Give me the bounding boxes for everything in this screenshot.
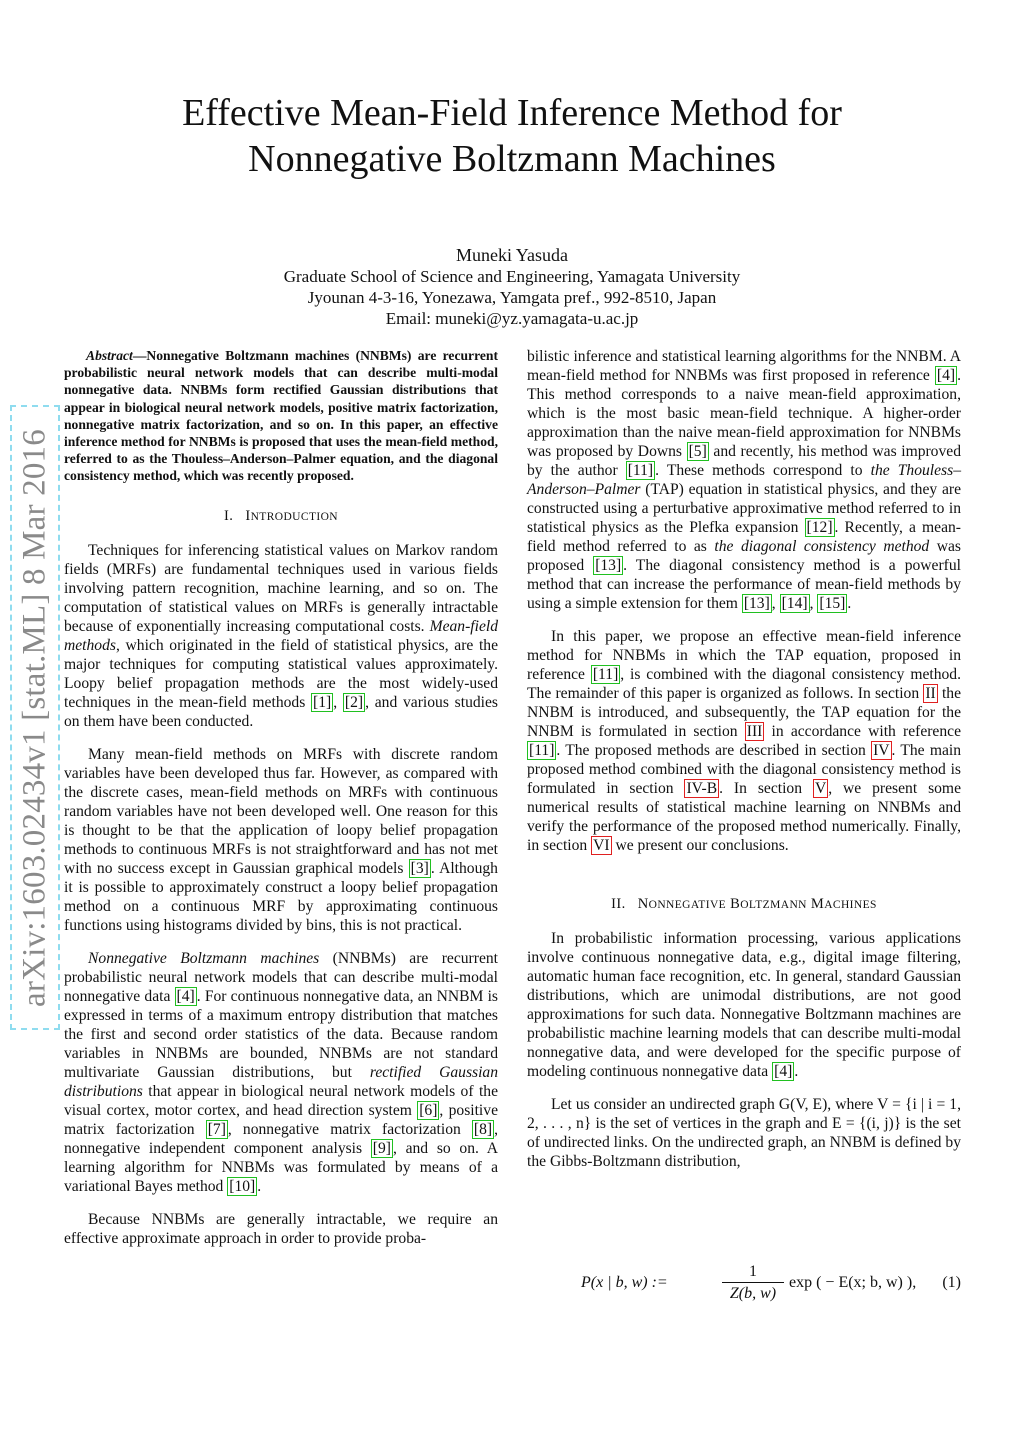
paper-title <box>0 90 1024 182</box>
citation-link[interactable]: [1] <box>313 693 332 711</box>
arxiv-side-label <box>10 405 60 1030</box>
citation-link[interactable]: [4] <box>176 987 195 1005</box>
citation-link[interactable]: [6] <box>419 1101 438 1119</box>
citation-link[interactable]: [10] <box>229 1177 256 1195</box>
citation-link[interactable]: [9] <box>372 1139 391 1157</box>
equation-denominator: Z(b, w) <box>729 1285 777 1302</box>
arxiv-identifier: arXiv:1603.02434v1 [stat.ML] 8 Mar 2016 <box>16 428 53 1007</box>
paragraph-nnbm-2: Let us consider an undirected graph G(V, E), where V = {i | i = 1, 2, . . . , n} is the set of vertices in the graph and E = {(i, j)} is the set of undirected links. On the undirected graph, an NNBM is defined by the Gibbs-Boltzmann distribution, <box>527 1096 961 1170</box>
abstract-label: Abstract <box>86 348 133 363</box>
citation-link[interactable]: [2] <box>344 693 364 711</box>
citation-link[interactable]: [8] <box>473 1120 493 1138</box>
citation-link[interactable]: [4] <box>936 367 956 384</box>
paragraph-intro-3: Nonnegative Boltzmann machines (NNBMs) are recurrent probabilistic neural network models that can describe multi-modal nonnegative data [4] . For continuous nonnegative data, an NNBM is expressed in terms of a maximum entropy distribution that matches the first and second order statistics of the data. Because random variables in NNBMs are bounded, NNBMs are not standard multivariate Gaussian distributions, but rectified Gaussian distributions that appear in biological neural network models of the visual cortex, motor cortex, and head direction system [6] , positive matrix factorization [7] , nonnegative matrix factorization [8] , nonnegative independent component analysis [9] , and so on. A learning algorithm for NNBMs was formulated by means of a variational Bayes method [10] . <box>64 949 499 1195</box>
abstract <box>64 347 498 485</box>
section-link[interactable]: IV-B <box>686 780 718 797</box>
equation-lhs: P(x | b, w) := <box>581 1274 668 1291</box>
citation-link[interactable]: [11] <box>627 462 654 479</box>
paragraph-intro-2: Many mean-field methods on MRFs with discrete random variables have been developed thus far. However, as compared with the discrete cases, mean-field methods on MRFs with continuous random variables have not been developed well. One reason for this is thought to be that the application of loopy belief propagation methods to continuous MRFs is not straightforward and has not met with no success except in Gaussian graphical models [3] . Although it is possible to approximately construct a loopy belief propagation method on a continuous MRF by approximating continuous functions using histograms divided by bins, this is not practical. <box>64 745 498 934</box>
citation-link[interactable]: [15] <box>819 595 846 612</box>
title-line-2: Nonnegative Boltzmann Machines <box>248 138 776 180</box>
author-address: Jyounan 4-3-16, Yonezawa, Yamgata pref., 992-8510, Japan <box>307 288 717 307</box>
section-link[interactable]: III <box>746 723 763 740</box>
citation-link[interactable]: [3] <box>410 859 429 877</box>
citation-link[interactable]: [12] <box>806 519 833 536</box>
section-link[interactable]: V <box>814 780 827 797</box>
paragraph-intro-4: Because NNBMs are generally intractable, we require an effective approximate approach in order to provide proba- <box>64 1210 498 1247</box>
section-heading-introduction: I. INTRODUCTION <box>223 507 339 524</box>
author-block <box>0 245 1024 329</box>
paragraph-intro-5: bilistic inference and statistical learning algorithms for the NNBM. A mean-field method for NNBMs was first proposed in reference [4] . This method corresponds to a naive mean-field approximation, which is the most basic mean-field technique. A higher-order approximation than the naive mean-field approximation for NNBMs was proposed by Downs [5] and recently, his method was improved by the author [11] . These methods correspond to the Thouless–Anderson–Palmer (TAP) equation in statistical physics, and they are constructed using a perturbative approximative method referred to in statistical physics as the Plefka expansion [12] . Recently, a mean-field method referred to as the diagonal consistency method was proposed [13] . The diagonal consistency method is a powerful method that can increase the performance of mean-field methods by using a simple extension for them [13] , [14] , [15] . <box>527 348 962 612</box>
section-link[interactable]: VI <box>593 837 610 854</box>
equation-number: (1) <box>942 1274 961 1291</box>
section-link[interactable]: IV <box>873 742 890 759</box>
citation-link[interactable]: [11] <box>592 666 619 683</box>
left-column <box>64 347 498 1248</box>
equation-fraction <box>722 1262 784 1305</box>
right-column <box>527 347 961 1171</box>
author-name: Muneki Yasuda <box>455 245 568 265</box>
author-email: Email: muneki@yz.yamagata-u.ac.jp <box>385 309 639 328</box>
citation-link[interactable]: [14] <box>781 595 808 612</box>
author-affiliation: Graduate School of Science and Engineering, Yamagata University <box>283 267 741 286</box>
citation-link[interactable]: [11] <box>529 742 555 759</box>
citation-link[interactable]: [4] <box>774 1063 793 1080</box>
citation-link[interactable]: [13] <box>595 557 622 574</box>
paragraph-nnbm-1: In probabilistic information processing, various applications involve continuous nonnegative data, e.g., digital image filtering, automatic human face recognition, etc. In general, standard Gaussian distributions, which are unimodal distributions, are not good approximations for such data. Nonnegative Boltzmann machines are probabilistic machine learning models that can describe multi-modal nonnegative data, and were developed for the specific purpose of modeling continuous nonnegative data [4] . <box>527 930 961 1080</box>
section-heading-nnbm: II. NONNEGATIVE BOLTZMANN MACHINES <box>611 896 877 912</box>
title-line-1: Effective Mean-Field Inference Method for <box>182 92 842 134</box>
citation-link[interactable]: [7] <box>207 1120 226 1138</box>
paragraph-intro-1: Techniques for inferencing statistical values on Markov random fields (MRFs) are fundamental techniques used in various fields involving pattern recognition, machine learning, and so on. The computation of statistical values on MRFs is generally intractable because of exponentially increasing computational costs. Mean-field methods, which originated in the field of statistical physics, are the major techniques for computing statistical values approximately. Loopy belief propagation methods are the most widely-used techniques in the mean-field methods [1] , [2] , and various studies on them have been conducted. <box>64 541 498 730</box>
paragraph-intro-6: In this paper, we propose an effective mean-field inference method for NNBMs in which the TAP equation, proposed in reference [11] , is combined with the diagonal consistency method. The remainder of this paper is organized as follows. In section II the NNBM is introduced, and subsequently, the TAP equation for the NNBM is formulated in section III in accordance with reference [11] . The proposed methods are described in section IV . The main proposed method combined with the diagonal consistency method is formulated in section IV-B . In section V , we present some numerical results of statistical machine learning on NNBMs and verify the performance of the proposed method numerically. Finally, in section VI we present our conclusions. <box>527 628 961 854</box>
equation-numerator: 1 <box>722 1262 784 1283</box>
equation-rhs: exp ( − E(x; b, w) ), <box>789 1274 917 1291</box>
abstract-text: —Nonnegative Boltzmann machines (NNBMs) are recurrent probabilistic neural network models that can describe multi-modal nonnegative data. NNBMs form rectified Gaussian distributions that appear in biological neural network models, positive matrix factorization, nonnegative matrix factorization, and so on. In this paper, an effective inference method for NNBMs is proposed that uses the mean-field method, referred to as the Thouless–Anderson–Palmer equation, and the diagonal consistency method, which was recently proposed. <box>64 348 498 484</box>
citation-link[interactable]: [5] <box>688 443 707 460</box>
citation-link[interactable]: [13] <box>743 595 770 612</box>
equation-1 <box>527 1262 961 1308</box>
section-link[interactable]: II <box>925 685 936 702</box>
